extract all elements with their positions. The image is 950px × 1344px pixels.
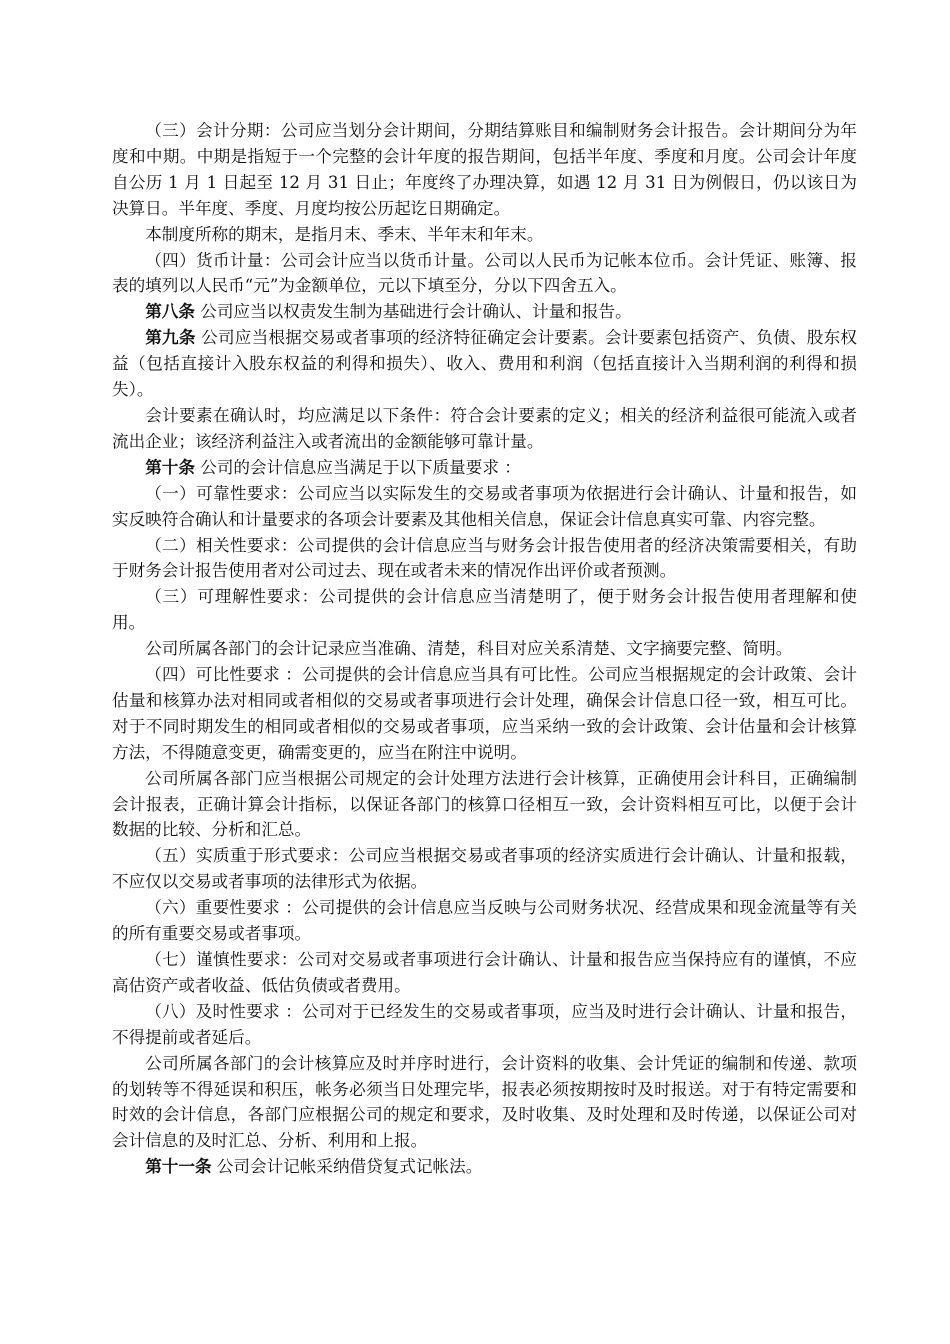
paragraph-timely-processing — [112, 1051, 857, 1155]
paragraph-text: （二）相关性要求：公司提供的会计信息应当与财务会计报告使用者的经济决策需要相关，有助于财务会计报告使用者对公司过去、现在或者未来的情况作出评价或者预测。 — [112, 535, 857, 581]
paragraph-text: （七）谨慎性要求：公司对交易或者事项进行会计确认、计量和报告应当保持应有的谨慎，不应高估资产或者收益、低估负债或者费用。 — [112, 950, 857, 995]
paragraph-reliability — [112, 481, 857, 533]
paragraph-text: （六）重要性要求 ：公司提供的会计信息应当反映与公司财务状况、经营成果和现金流量等有关的所有重要交易或者事项。 — [112, 898, 857, 944]
article-label: 第九条 — [145, 327, 196, 348]
paragraph-text: （八）及时性要求 ：公司对于已经发生的交易或者事项，应当及时进行会计确认、计量和报告，不得提前或者延后。 — [112, 1001, 857, 1047]
article-label: 第八条 — [145, 301, 195, 322]
paragraph-text: 公司的会计信息应当满足于以下质量要求 ： — [194, 457, 521, 477]
paragraph-understandability — [112, 584, 857, 636]
paragraph-text: （五）实质重于形式要求：公司应当根据交易或者事项的经济实质进行会计确认、计量和报载，不应仅以交易或者事项的法律形式为依据。 — [112, 846, 857, 892]
paragraph-text: 公司应当根据交易或者事项的经济特征确定会计要素。会计要素包括资产、负债、股东权益（包括直接计入股东权益的利得和损失）、收入、费用和利润（包括直接计入当期利润的利得和损失）。 — [112, 328, 857, 400]
article-11 — [112, 1154, 857, 1180]
paragraph-text: 公司所属各部门的会计核算应及时并序时进行，会计资料的收集、会计凭证的编制和传递、款项的划转等不得延误和积压，帐务必须当日处理完毕，报表必须按期按时及时报送。对于有特定需要和时效的会计信息，各部门应根据公司的规定和要求，及时收集、及时处理和及时传递，以保证公司对会计信息的及时汇总、分析、利用和上报。 — [112, 1053, 857, 1151]
paragraph-monetary-measure — [112, 248, 857, 300]
article-label: 第十条 — [145, 456, 195, 477]
paragraph-prudence — [112, 947, 857, 999]
article-9 — [112, 325, 857, 403]
paragraph-timeliness — [112, 999, 857, 1051]
paragraph-text: 会计要素在确认时，均应满足以下条件：符合会计要素的定义；相关的经济利益很可能流入或者流出企业；该经济利益注入或者流出的金额能够可靠计量。 — [112, 405, 857, 451]
paragraph-materiality — [112, 895, 857, 947]
paragraph-substance-over-form — [112, 843, 857, 895]
paragraph-text: 公司所属各部门的会计记录应当准确、清楚，科目对应关系清楚、文字摘要完整、简明。 — [145, 639, 793, 659]
paragraph-text: 公司应当以权责发生制为基础进行会计确认、计量和报告。 — [194, 302, 632, 322]
paragraph-period-end — [112, 222, 857, 248]
paragraph-relevance — [112, 533, 857, 585]
paragraph-text: 公司会计记帐采纳借贷复式记帐法。 — [211, 1157, 483, 1177]
paragraph-accounting-period — [112, 118, 857, 222]
article-label: 第十一条 — [145, 1156, 212, 1177]
paragraph-text: （四）可比性要求 ：公司提供的会计信息应当具有可比性。公司应当根据规定的会计政策、会计估量和核算办法对相同或者相似的交易或者事项进行会计处理，确保会计信息口径一致，相互可比。对于不同时期发生的相同或者相似的交易或者事项，应当采纳一致的会计政策、会计估量和会计核算方法，不得随意变更，确需变更的，应当在附注中说明。 — [112, 665, 857, 762]
paragraph-recognition-conditions — [112, 403, 857, 455]
paragraph-text: 公司所属各部门应当根据公司规定的会计处理方法进行会计核算，正确使用会计科目，正确编制会计报表，正确计算会计指标，以保证各部门的核算口径相互一致，会计资料相互可比，以便于会计数据的比较、分析和汇总。 — [112, 768, 857, 840]
paragraph-text: （三）可理解性要求：公司提供的会计信息应当清楚明了，便于财务会计报告使用者理解和使用。 — [112, 587, 857, 633]
paragraph-text: （三）会计分期：公司应当划分会计期间，分期结算账目和编制财务会计报告。会计期间分为年度和中期。中期是指短于一个完整的会计年度的报告期间，包括半年度、季度和月度。公司会计年度自公历 1 月 1 日起至 12 月 31 日止；年度终了办理决算，如遇 12 月 31 日为例假日，仍以该日为决算日。半年度、季度、月度均按公历起讫日期确定。 — [112, 121, 857, 218]
paragraph-department-accounting — [112, 766, 857, 844]
paragraph-text: 本制度所称的期末，是指月末、季末、半年末和年末。 — [145, 224, 544, 244]
paragraph-comparability — [112, 662, 857, 766]
paragraph-text: （四）货币计量：公司会计应当以货币计量。公司以人民币为记帐本位币。会计凭证、账簿、报表的填列以人民币“元”为金额单位，元以下填至分，分以下四舍五入。 — [112, 250, 857, 296]
paragraph-text: （一）可靠性要求：公司应当以实际发生的交易或者事项为依据进行会计确认、计量和报告，如实反映符合确认和计量要求的各项会计要素及其他相关信息，保证会计信息真实可靠、内容完整。 — [112, 483, 857, 529]
article-8 — [112, 299, 857, 325]
article-10 — [112, 455, 857, 481]
paragraph-department-records — [112, 636, 857, 662]
